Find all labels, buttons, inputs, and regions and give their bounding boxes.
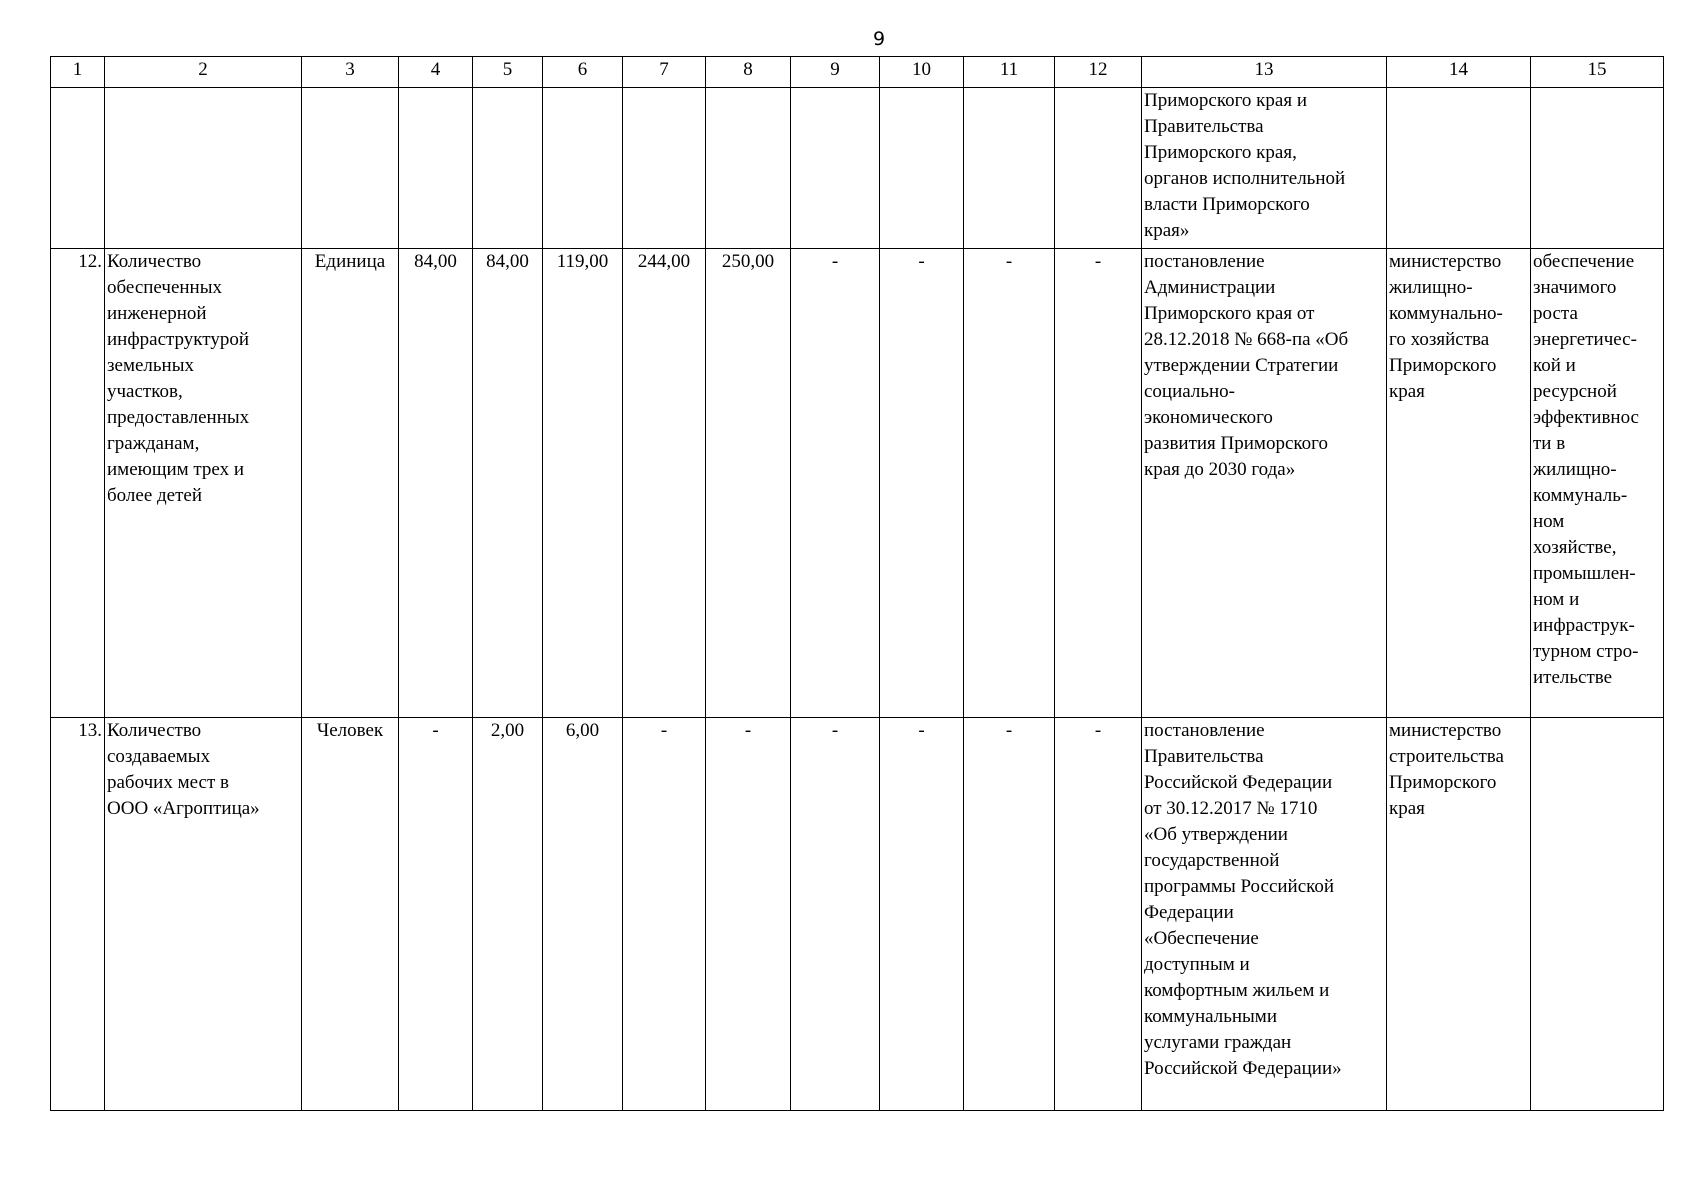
text-line: комфортным жильем и: [1144, 980, 1330, 1001]
text-line: турном стро-: [1533, 641, 1639, 662]
text-line: Приморского края и: [1144, 90, 1308, 111]
text-line: хозяйстве,: [1533, 537, 1617, 558]
text-line: края до 2030 года»: [1144, 459, 1296, 480]
text-line: предоставленных: [107, 407, 250, 428]
column-number: 15: [1531, 57, 1664, 88]
text-line: земельных: [107, 355, 194, 376]
table-row: [51, 249, 1664, 718]
text-line: Приморского края,: [1144, 142, 1297, 163]
text-line: ти в: [1533, 433, 1566, 454]
text-line: услугами граждан: [1144, 1032, 1292, 1053]
table-row: [51, 718, 1664, 1111]
text-line: Правительства: [1144, 116, 1264, 137]
text-line: министерство: [1389, 720, 1502, 741]
text-line: социально-: [1144, 381, 1236, 402]
text-line: коммунально-: [1389, 303, 1503, 324]
text-line: органов исполнительной: [1144, 168, 1346, 189]
value-col-4: [399, 88, 473, 249]
column-number: 4: [399, 57, 473, 88]
value-col-5: 84,00: [473, 249, 543, 718]
column-number-row: [51, 57, 1664, 88]
text-line: Приморского: [1389, 355, 1497, 376]
text-line: промышлен-: [1533, 563, 1636, 584]
text-line: «Обеспечение: [1144, 928, 1259, 949]
text-line: ительстве: [1533, 667, 1613, 688]
unit: Единица: [302, 249, 399, 718]
column-number: 5: [473, 57, 543, 88]
text-line: эффективнос: [1533, 407, 1639, 428]
text-line: гражданам,: [107, 433, 200, 454]
value-col-11: -: [964, 718, 1055, 1111]
column-number: 3: [302, 57, 399, 88]
column-number: 14: [1387, 57, 1531, 88]
value-col-12: -: [1055, 249, 1142, 718]
text-line: ном: [1533, 511, 1565, 532]
column-number: 13: [1142, 57, 1387, 88]
value-col-12: -: [1055, 718, 1142, 1111]
text-line: «Об утверждении: [1144, 824, 1288, 845]
table-row: [51, 88, 1664, 249]
text-line: рабочих мест в: [107, 772, 229, 793]
text-line: постановление: [1144, 720, 1265, 741]
text-line: инженерной: [107, 303, 207, 324]
text-line: жилищно-: [1389, 277, 1473, 298]
value-col-9: [791, 88, 880, 249]
text-line: Российской Федерации: [1144, 772, 1333, 793]
value-col-7: 244,00: [623, 249, 706, 718]
text-line: развития Приморского: [1144, 433, 1328, 454]
text-line: строительства: [1389, 746, 1504, 767]
value-col-6: [543, 88, 623, 249]
column-number: 6: [543, 57, 623, 88]
column-number: 10: [880, 57, 964, 88]
text-line: государственной: [1144, 850, 1280, 871]
value-col-7: [623, 88, 706, 249]
text-line: более детей: [107, 485, 203, 506]
value-col-5: [473, 88, 543, 249]
text-line: обеспечение: [1533, 251, 1635, 272]
goal: [1531, 88, 1664, 249]
text-line: края: [1389, 798, 1425, 819]
text-line: Российской Федерации»: [1144, 1058, 1342, 1079]
row-number: 12.: [51, 249, 105, 718]
text-line: постановление: [1144, 251, 1265, 272]
legal-basis: [1142, 88, 1387, 249]
column-number: 8: [706, 57, 791, 88]
text-line: Приморского: [1389, 772, 1497, 793]
text-line: энергетичес-: [1533, 329, 1637, 350]
text-line: доступным и: [1144, 954, 1250, 975]
text-line: инфраструк-: [1533, 615, 1635, 636]
text-line: коммуналь-: [1533, 485, 1628, 506]
column-number: 2: [105, 57, 302, 88]
value-col-10: -: [880, 249, 964, 718]
indicator-name: [105, 88, 302, 249]
value-col-6: 6,00: [543, 718, 623, 1111]
value-col-9: -: [791, 249, 880, 718]
value-col-5: 2,00: [473, 718, 543, 1111]
text-line: роста: [1533, 303, 1578, 324]
indicators-table: [50, 56, 1664, 1111]
indicator-name: [105, 718, 302, 1111]
value-col-8: -: [706, 718, 791, 1111]
value-col-7: -: [623, 718, 706, 1111]
column-number: 11: [964, 57, 1055, 88]
text-line: имеющим трех и: [107, 459, 245, 480]
text-line: Правительства: [1144, 746, 1264, 767]
value-col-4: 84,00: [399, 249, 473, 718]
text-line: го хозяйства: [1389, 329, 1490, 350]
text-line: Приморского края от: [1144, 303, 1315, 324]
text-line: 28.12.2018 № 668-па «Об: [1144, 329, 1349, 350]
text-line: ном и: [1533, 589, 1580, 610]
text-line: ресурсной: [1533, 381, 1617, 402]
text-line: Федерации: [1144, 902, 1234, 923]
responsible-body: [1387, 249, 1531, 718]
column-number: 1: [51, 57, 105, 88]
text-line: Количество: [107, 251, 202, 272]
text-line: утверждении Стратегии: [1144, 355, 1339, 376]
row-number: 13.: [51, 718, 105, 1111]
text-line: программы Российской: [1144, 876, 1335, 897]
value-col-11: [964, 88, 1055, 249]
value-col-8: 250,00: [706, 249, 791, 718]
column-number: 7: [623, 57, 706, 88]
value-col-4: -: [399, 718, 473, 1111]
text-line: участков,: [107, 381, 183, 402]
column-number: 12: [1055, 57, 1142, 88]
text-line: коммунальными: [1144, 1006, 1277, 1027]
value-col-10: [880, 88, 964, 249]
unit: [302, 88, 399, 249]
row-number: [51, 88, 105, 249]
value-col-11: -: [964, 249, 1055, 718]
unit: Человек: [302, 718, 399, 1111]
responsible-body: [1387, 88, 1531, 249]
indicator-name: [105, 249, 302, 718]
legal-basis: [1142, 718, 1387, 1111]
value-col-10: -: [880, 718, 964, 1111]
text-line: экономического: [1144, 407, 1273, 428]
text-line: инфраструктурой: [107, 329, 249, 350]
column-number: 9: [791, 57, 880, 88]
legal-basis: [1142, 249, 1387, 718]
value-col-12: [1055, 88, 1142, 249]
value-col-6: 119,00: [543, 249, 623, 718]
text-line: жилищно-: [1533, 459, 1617, 480]
text-line: Количество: [107, 720, 202, 741]
text-line: значимого: [1533, 277, 1617, 298]
text-line: Администрации: [1144, 277, 1276, 298]
value-col-8: [706, 88, 791, 249]
text-line: ООО «Агроптица»: [107, 798, 260, 819]
text-line: министерство: [1389, 251, 1502, 272]
text-line: от 30.12.2017 № 1710: [1144, 798, 1318, 819]
responsible-body: [1387, 718, 1531, 1111]
text-line: обеспеченных: [107, 277, 222, 298]
page-number: 9: [872, 28, 886, 50]
text-line: края: [1389, 381, 1425, 402]
text-line: создаваемых: [107, 746, 211, 767]
goal: [1531, 249, 1664, 718]
text-line: власти Приморского: [1144, 194, 1310, 215]
text-line: кой и: [1533, 355, 1576, 376]
text-line: края»: [1144, 220, 1190, 241]
value-col-9: -: [791, 718, 880, 1111]
goal: [1531, 718, 1664, 1111]
